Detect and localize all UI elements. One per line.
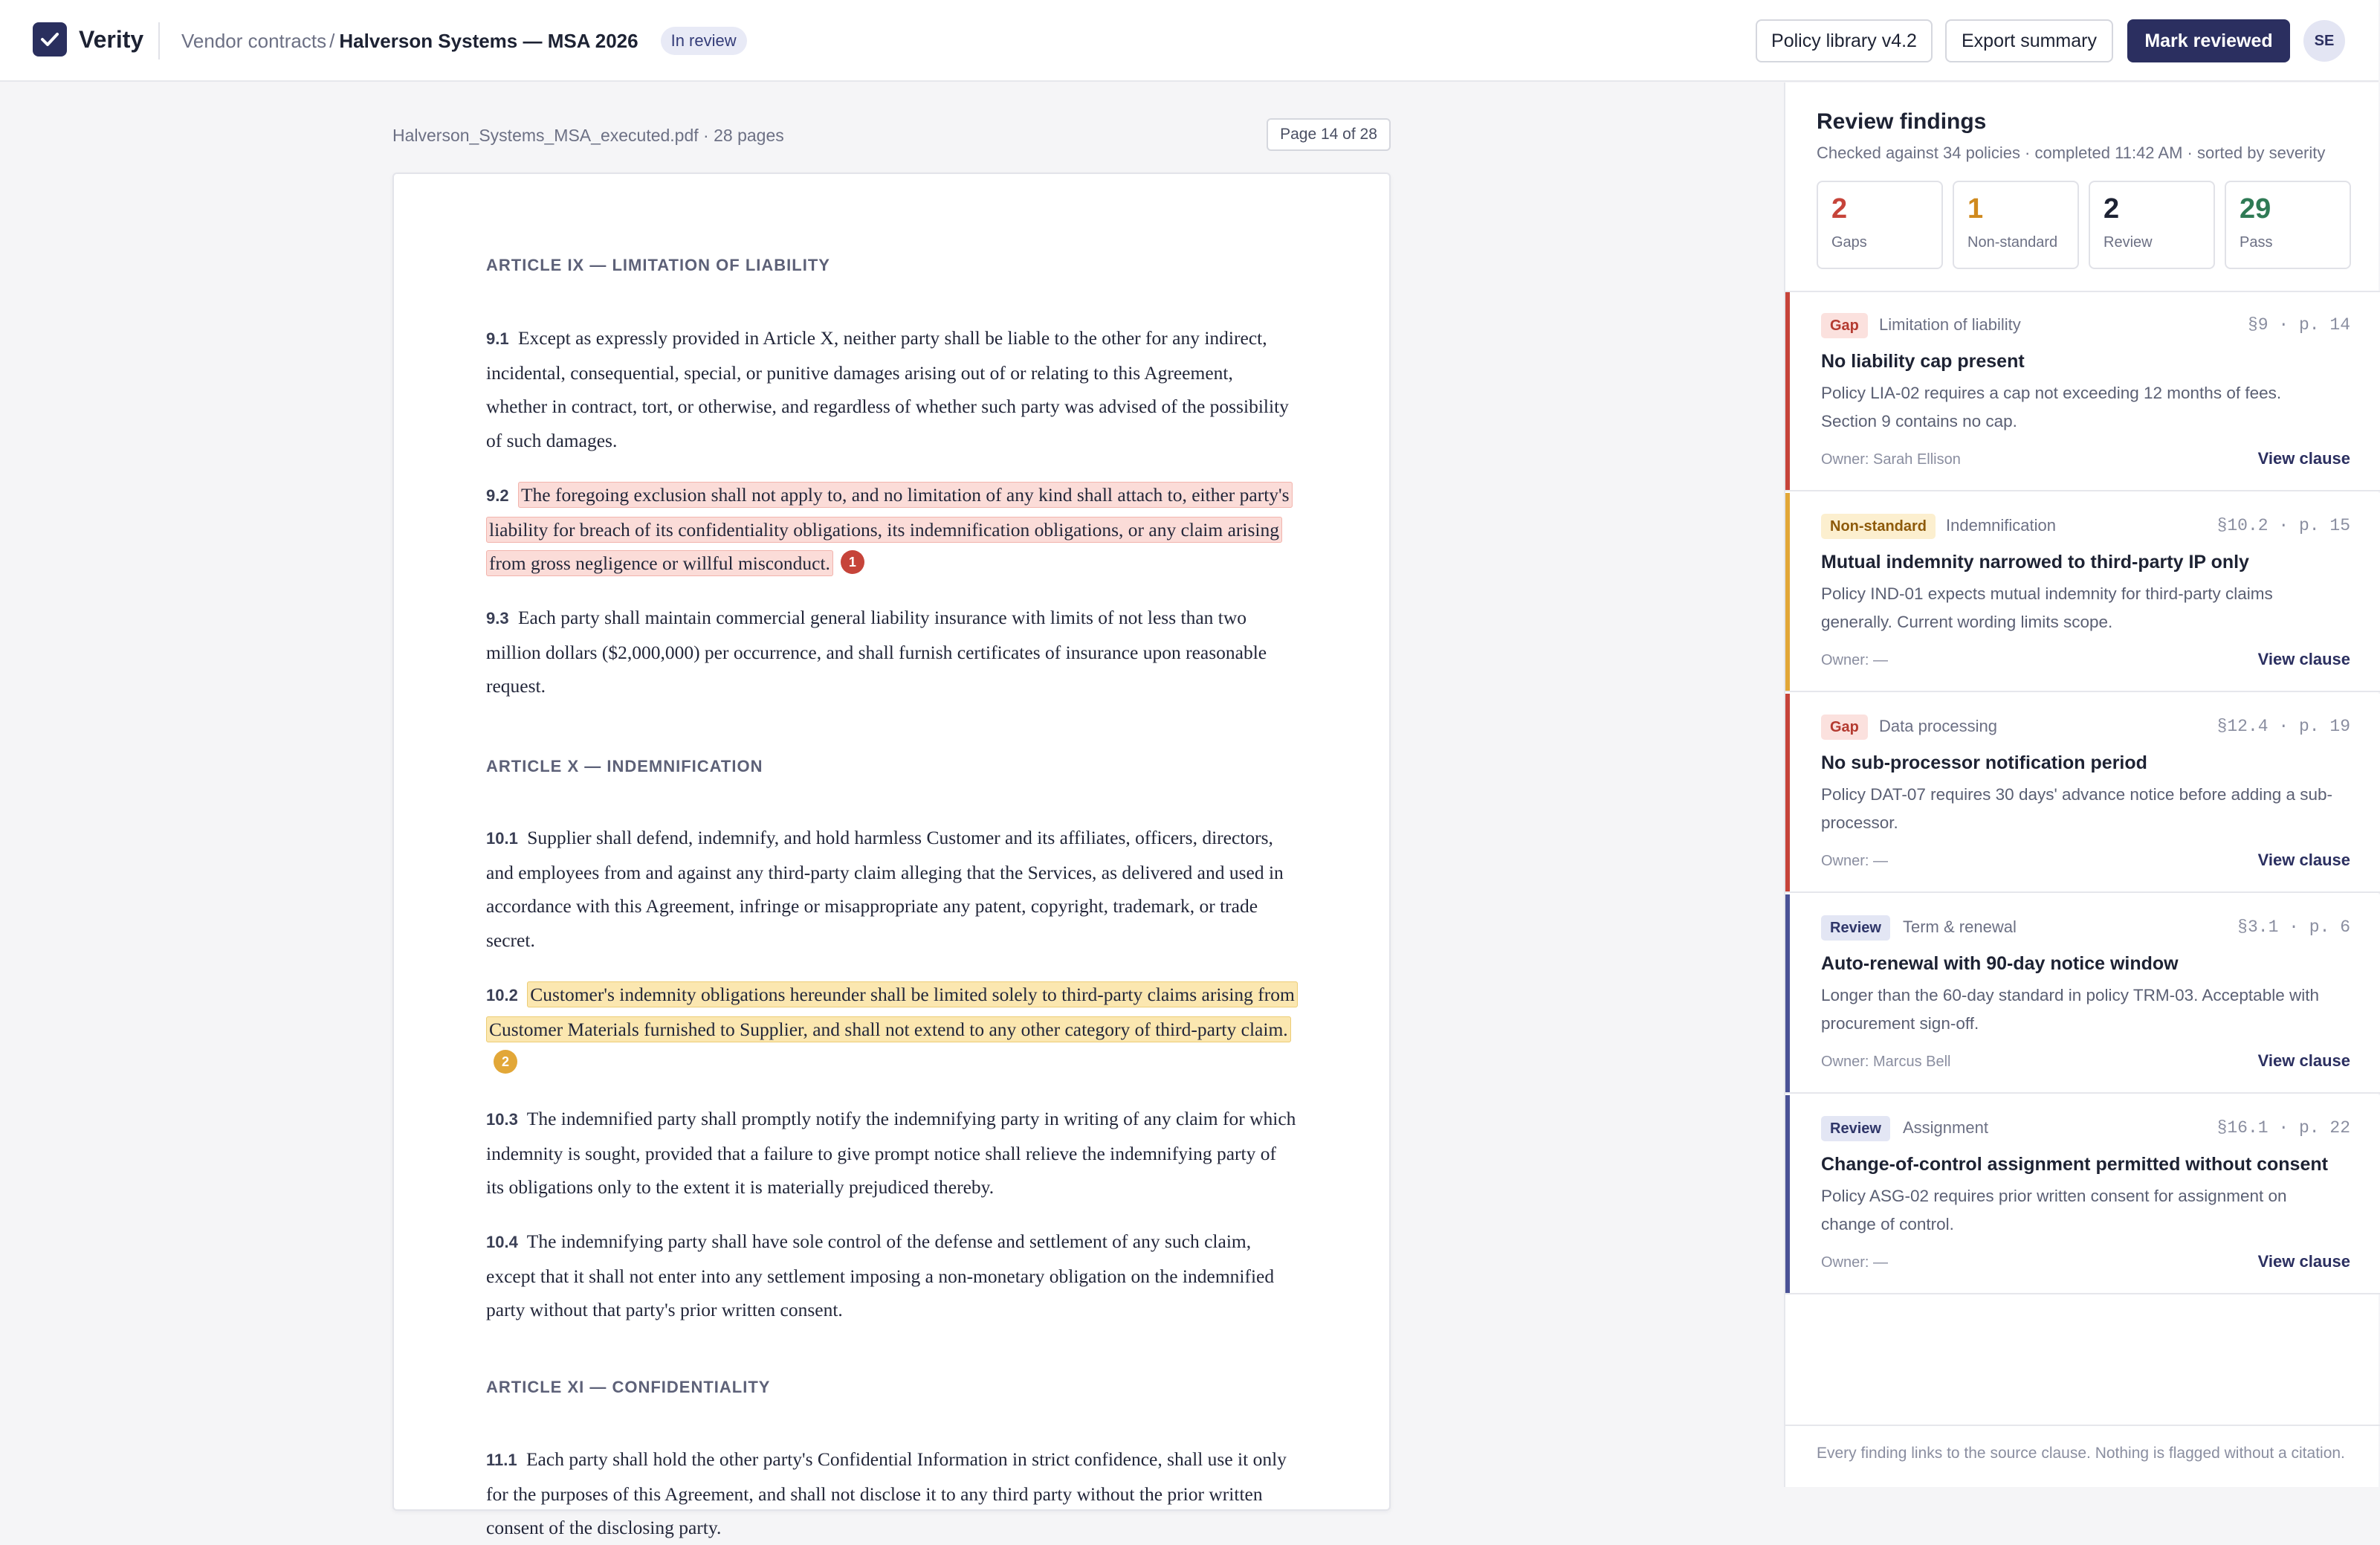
clause-reference: §10.2 · p. 15 [2216, 516, 2350, 535]
clause-text: Except as expressly provided in Article X, neither party shall be liable to the other for any indirect, incidental, consequential, special, or punitive damages arising out of or relating to this Agreement, whether in contract, tort, or otherwise, and regardless of whether such party was advised of the possibility of such damages. [486, 327, 1289, 451]
page-indicator[interactable]: Page 14 of 28 [1267, 118, 1391, 151]
view-clause-link[interactable]: View clause [2257, 650, 2350, 668]
header-divider [158, 22, 160, 59]
check-icon [39, 30, 60, 48]
stat-label: Review [2103, 234, 2153, 251]
stat-gaps[interactable] [1817, 181, 1943, 269]
finding-card[interactable] [1785, 894, 2380, 1094]
finding-title: Change-of-control assignment permitted without consent [1821, 1154, 2328, 1175]
finding-category: Limitation of liability [1879, 315, 2021, 334]
finding-owner: Owner: — [1821, 652, 1889, 668]
finding-category: Term & renewal [1903, 917, 2017, 936]
clause [486, 1102, 1296, 1204]
finding-description: Longer than the 60-day standard in policy TRM-03. Acceptable with procurement sign-off. [1821, 986, 2319, 1033]
clause-number: 10.2 [486, 986, 518, 1004]
clause-text: The indemnified party shall promptly notify the indemnifying party in writing of any claim for which indemnity is sought, provided that a failure to give prompt notice shall relieve the indemnifying party of its obligations only to the extent it is materially prejudiced thereby. [486, 1108, 1296, 1198]
severity-bar [1785, 894, 1790, 1092]
severity-badge: Review [1821, 915, 1890, 941]
finding-owner: Owner: Marcus Bell [1821, 1054, 1951, 1070]
clause-text: Each party shall maintain commercial general liability insurance with limits of not less than two million dollars ($2,000,000) per occurrence, and shall furnish certificates of insurance upon reasonable request. [486, 607, 1267, 697]
finding-marker[interactable]: 2 [494, 1050, 517, 1074]
severity-bar [1785, 1095, 1790, 1293]
clause [486, 821, 1296, 957]
finding-category: Data processing [1879, 717, 1997, 735]
finding-title: Mutual indemnity narrowed to third-party IP only [1821, 552, 2249, 572]
finding-card[interactable] [1785, 1095, 2380, 1294]
clause-text: Each party shall hold the other party's Confidential Information in strict confidence, shall use it only for the purposes of this Agreement, and shall not disclose it to any third party without the prior written consent of the disclosing party. [486, 1448, 1287, 1538]
highlighted-clause-text[interactable]: The foregoing exclusion shall not apply to, and no limitation of any kind shall attach to, either party's liability for breach of its confidentiality obligations, its indemnification obligations, or any claim arising from gross negligence or willful misconduct. [486, 482, 1293, 576]
avatar[interactable]: SE [2303, 20, 2345, 62]
clause [486, 321, 1296, 457]
finding-category: Indemnification [1946, 516, 2056, 535]
document-meta: Halverson_Systems_MSA_executed.pdf · 28 pages [392, 126, 784, 145]
article-heading: ARTICLE XI — CONFIDENTIALITY [486, 1378, 771, 1396]
clause-flagged-nonstandard [486, 978, 1296, 1080]
breadcrumb-parent[interactable]: Vendor contracts [181, 30, 327, 52]
mark-reviewed-button[interactable]: Mark reviewed [2127, 19, 2290, 62]
clause-number: 9.3 [486, 609, 509, 628]
status-badge: In review [661, 27, 747, 55]
finding-title: Auto-renewal with 90-day notice window [1821, 953, 2179, 974]
view-clause-link[interactable]: View clause [2257, 1252, 2350, 1271]
breadcrumb-separator: / [329, 30, 335, 52]
finding-description: Policy IND-01 expects mutual indemnity for third-party claims generally. Current wording limits scope. [1821, 584, 2273, 631]
severity-bar [1785, 493, 1790, 691]
finding-description: Policy ASG-02 requires prior written consent for assignment on change of control. [1821, 1187, 2287, 1233]
finding-title: No liability cap present [1821, 351, 2025, 372]
clause-reference: §16.1 · p. 22 [2216, 1118, 2350, 1138]
top-bar [0, 0, 2379, 82]
export-summary-button[interactable]: Export summary [1945, 19, 2113, 62]
finding-category: Assignment [1903, 1118, 1988, 1137]
finding-owner: Owner: — [1821, 1254, 1889, 1271]
clause-reference: §12.4 · p. 19 [2216, 717, 2350, 736]
clause [486, 1225, 1296, 1327]
finding-card[interactable] [1785, 493, 2380, 692]
stat-pass[interactable] [2225, 181, 2351, 269]
stat-non-standard[interactable] [1953, 181, 2079, 269]
policy-library-button[interactable]: Policy library v4.2 [1756, 19, 1933, 62]
stat-value: 2 [1831, 193, 1848, 225]
clause-number: 10.3 [486, 1110, 518, 1129]
breadcrumb-current: Halverson Systems — MSA 2026 [339, 30, 638, 52]
stat-review[interactable] [2089, 181, 2215, 269]
severity-badge: Gap [1821, 313, 1868, 338]
logo[interactable] [33, 22, 67, 57]
finding-card[interactable] [1785, 694, 2380, 893]
clause [486, 601, 1296, 703]
panel-footer-divider [1785, 1425, 2380, 1426]
breadcrumb [181, 27, 747, 55]
stat-label: Gaps [1831, 234, 1867, 251]
stat-label: Pass [2240, 234, 2273, 251]
severity-badge: Review [1821, 1116, 1890, 1141]
view-clause-link[interactable]: View clause [2257, 1051, 2350, 1070]
panel-subtitle: Checked against 34 policies · completed 11:42 AM · sorted by severity [1817, 143, 2326, 162]
finding-card[interactable] [1785, 292, 2380, 491]
finding-title: No sub-processor notification period [1821, 752, 2147, 773]
clause-text: Supplier shall defend, indemnify, and hold harmless Customer and its affiliates, officers, directors, and employees from and against any third-party claim alleging that the Services, as delivered and used in accordance with this Agreement, infringe or misappropriate any patent, copyright, trademark, or trade secret. [486, 827, 1284, 951]
article-heading: ARTICLE X — INDEMNIFICATION [486, 757, 763, 775]
article-heading: ARTICLE IX — LIMITATION OF LIABILITY [486, 256, 830, 274]
severity-bar [1785, 292, 1790, 490]
clause-reference: §9 · p. 14 [2247, 315, 2350, 335]
stat-value: 2 [2103, 193, 2120, 225]
finding-description: Policy LIA-02 requires a cap not exceeding 12 months of fees. Section 9 contains no cap. [1821, 384, 2282, 430]
view-clause-link[interactable]: View clause [2257, 449, 2350, 468]
clause-number: 10.4 [486, 1233, 518, 1251]
highlighted-clause-text[interactable]: Customer's indemnity obligations hereunder shall be limited solely to third-party claims arising from Customer Materials furnished to Supplier, and shall not extend to any other category of third-party claim. [486, 981, 1298, 1042]
clause-number: 10.1 [486, 829, 518, 848]
finding-description: Policy DAT-07 requires 30 days' advance notice before adding a sub-processor. [1821, 785, 2333, 832]
review-findings-panel [1784, 83, 2379, 1487]
app-name: Verity [79, 26, 144, 53]
clause-text: The indemnifying party shall have sole control of the defense and settlement of any such claim, except that it shall not enter into any settlement imposing a non-monetary obligation on the indemnified party without that party's prior written consent. [486, 1230, 1275, 1320]
stat-value: 1 [1967, 193, 1984, 225]
view-clause-link[interactable]: View clause [2257, 851, 2350, 869]
clause-reference: §3.1 · p. 6 [2237, 917, 2350, 937]
stat-label: Non-standard [1967, 234, 2058, 251]
clause-number: 11.1 [486, 1451, 517, 1469]
clause [486, 1442, 1296, 1545]
clause-number: 9.1 [486, 329, 509, 348]
finding-owner: Owner: — [1821, 853, 1889, 869]
panel-footer-note: Every finding links to the source clause. Nothing is flagged without a citation. [1817, 1445, 2345, 1462]
clause-flagged-gap [486, 478, 1296, 581]
severity-badge: Gap [1821, 715, 1868, 740]
finding-marker[interactable]: 1 [841, 550, 864, 574]
clause-number: 9.2 [486, 486, 509, 505]
severity-badge: Non-standard [1821, 514, 1936, 539]
stat-value: 29 [2240, 193, 2271, 225]
finding-owner: Owner: Sarah Ellison [1821, 451, 1961, 468]
panel-title: Review findings [1817, 109, 1987, 134]
severity-bar [1785, 694, 1790, 891]
